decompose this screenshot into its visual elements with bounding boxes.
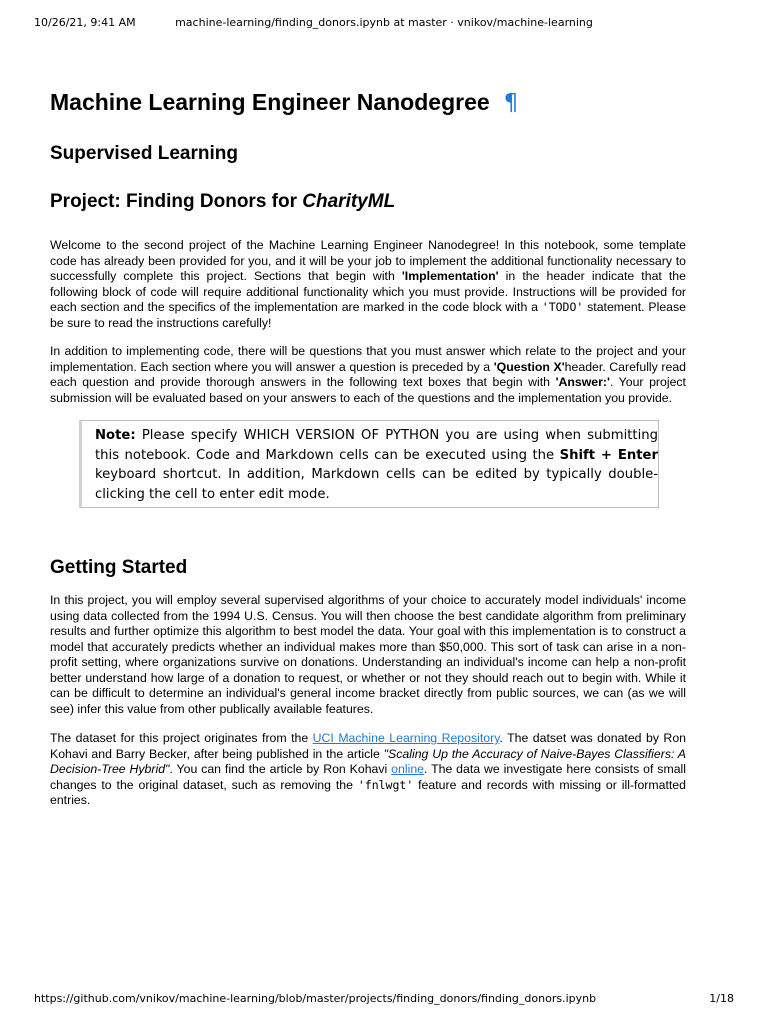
welcome-paragraph [50, 238, 686, 331]
print-date: 10/26/21, 9:41 AM [34, 16, 136, 29]
getting-started-heading: Getting Started [50, 557, 188, 578]
print-footer [34, 992, 734, 1008]
addition-text-1: In addition to implementing code, there will be questions that you must answer which relate to the project and your implementation. Each section where you will answer a question is preceded by a [50, 344, 686, 374]
page-number: 1/18 [709, 992, 734, 1005]
project-prefix: Project: Finding Donors for [50, 191, 303, 212]
dataset-text-5: feature and records with missing or ill-formatted entries. [50, 777, 686, 807]
addition-question-bold: 'Question X' [493, 359, 565, 374]
addition-paragraph [50, 344, 686, 406]
subtitle-heading: Supervised Learning [50, 143, 238, 164]
dataset-text-2: . The datset was donated by Ron Kohavi and Barry Becker, after being published in the article [50, 731, 686, 761]
project-heading [50, 189, 686, 215]
note-text-2: keyboard shortcut. In addition, Markdown cells can be edited by typically double-clicking the cell to enter edit mode. [95, 467, 658, 502]
print-header [34, 16, 734, 32]
anchor-link-icon[interactable]: ¶ [503, 90, 519, 116]
article-title-italic: "Scaling Up the Accuracy of Naive-Bayes Classifiers: A Decision-Tree Hybrid" [50, 746, 686, 776]
notebook-content [50, 86, 686, 809]
note-box [79, 420, 659, 508]
welcome-text-2: in the header indicate that the following block of code will require additional functionality which you must provide. Instructions will be provided for each section and the specifics of the implementation are marked in the code block with a [50, 269, 686, 314]
page-title [50, 86, 686, 119]
uci-repository-link[interactable]: UCI Machine Learning Repository [312, 731, 500, 745]
welcome-implementation-bold: 'Implementation' [401, 269, 499, 283]
print-page-title: machine-learning/finding_donors.ipynb at master · vnikov/machine-learning [175, 16, 593, 29]
project-name: CharityML [302, 191, 396, 212]
addition-text-3: . Your project submission will be evaluated based on your answers to each of the questions and the implementation you provide. [50, 375, 686, 405]
print-url: https://github.com/vnikov/machine-learning/blob/master/projects/finding_donors/finding_donors.ipynb [34, 992, 597, 1005]
page-title-text: Machine Learning Engineer Nanodegree [50, 89, 490, 115]
dataset-text-4: . The data we investigate here consists of small changes to the original dataset, such as removing the [50, 762, 686, 792]
welcome-text-1: Welcome to the second project of the Machine Learning Engineer Nanodegree! In this notebook, some template code has already been provided for you, and it will be your job to implement the additional functionality necessary to successfully complete this project. Sections that begin with [50, 238, 686, 283]
note-label: Note: [95, 428, 136, 443]
addition-text-2: header. Carefully read each question and provide thorough answers in the following text boxes that begin with [50, 359, 686, 389]
dataset-text-3: . You can find the article by Ron Kohavi [169, 762, 392, 776]
welcome-todo-code: 'TODO' [541, 300, 584, 314]
dataset-paragraph [50, 731, 686, 809]
online-link[interactable]: online [391, 762, 424, 776]
addition-answer-bold: 'Answer:' [555, 375, 610, 389]
note-shortcut-bold: Shift + Enter [559, 447, 658, 463]
welcome-text-3: statement. Please be sure to read the instructions carefully! [50, 300, 686, 330]
note-text-1: Please specify WHICH VERSION OF PYTHON you are using when submitting this notebook. Code and Markdown cells can be executed using the [95, 428, 658, 463]
fnlwgt-code: 'fnlwgt' [357, 777, 414, 792]
dataset-text-1: The dataset for this project originates from the [50, 731, 313, 745]
getting-started-paragraph: In this project, you will employ several supervised algorithms of your choice to accurately model individuals' income using data collected from the 1994 U.S. Census. You will then choose the best candidate algorithm from preliminary results and further optimize this algorithm to best model the data. Your goal with this implementation is to construct a model that accurately predicts whether an individual makes more than $50,000. This sort of task can arise in a non-profit setting, where organizations survive on donations. Understanding an individual's income can help a non-profit better understand how large of a donation to request, or whether or not they should reach out to begin with. While it can be difficult to determine an individual's general income bracket directly from public sources, we can (as we will see) infer this value from other publically available features. [50, 593, 686, 716]
